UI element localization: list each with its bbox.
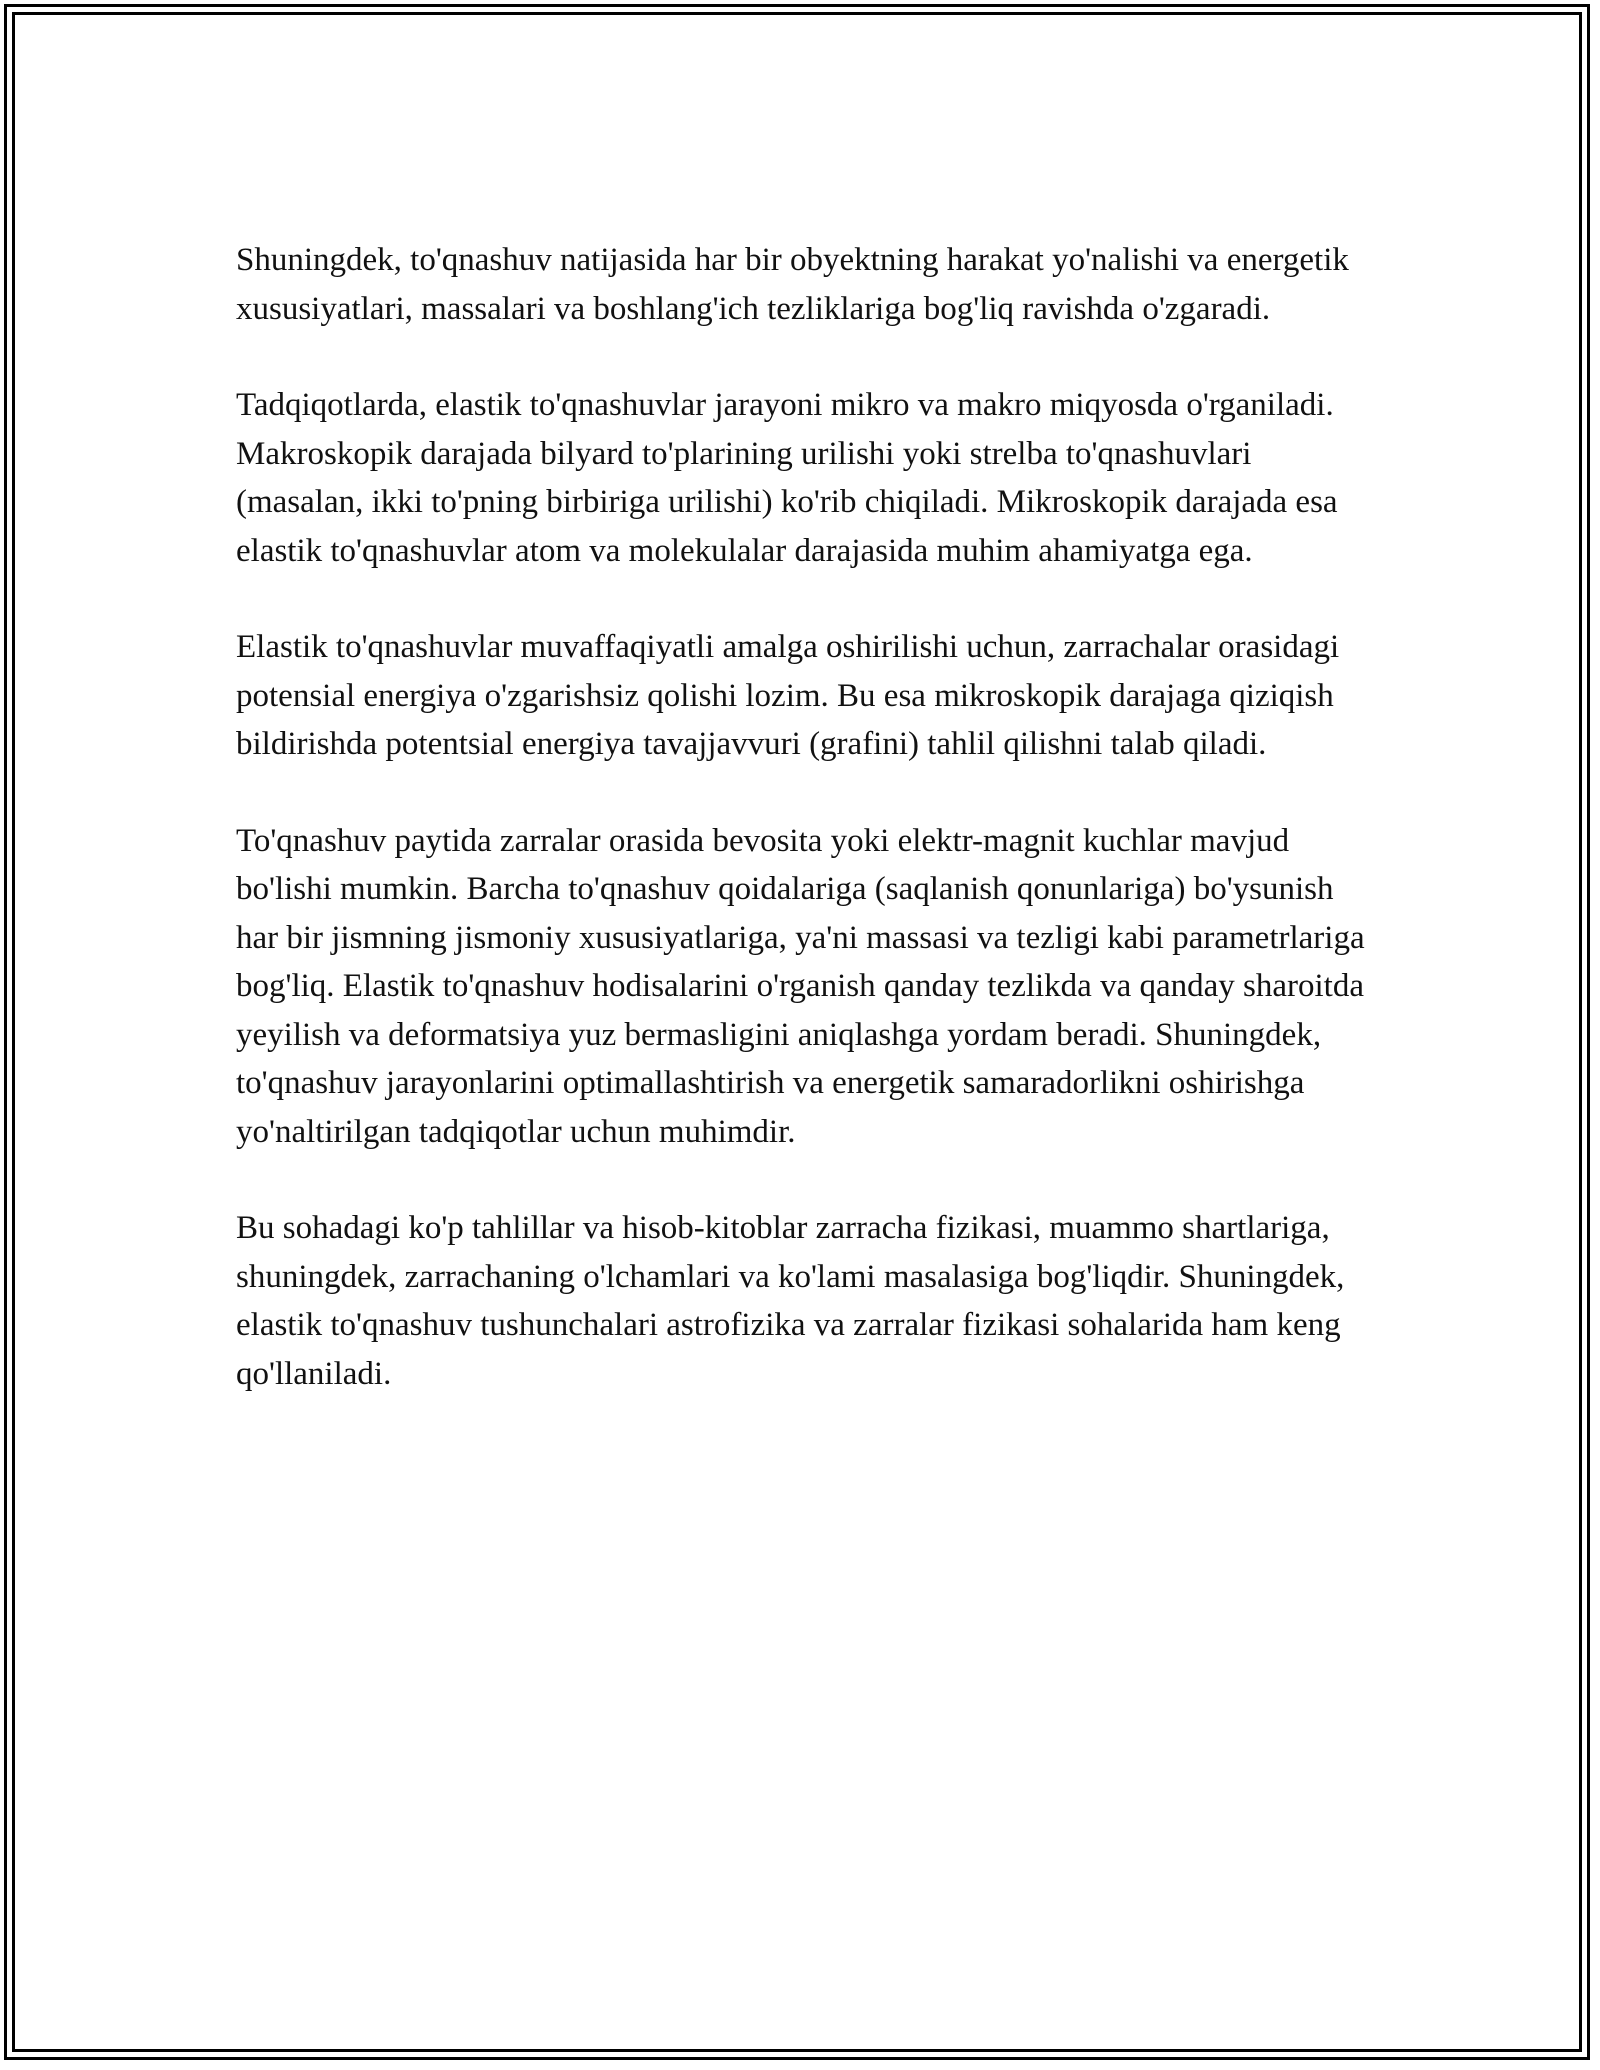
paragraph-3: Elastik to'qnashuvlar muvaffaqiyatli amalga oshirilishi uchun, zarrachalar orasidagi potensial energiya o'zgarishsiz qolishi lozim. Bu esa mikroskopik darajaga qiziqish bildirishda potentsial energiya tavajjavvuri (grafini) tahlil qilishni talab qiladi. [236, 629, 1340, 762]
paragraph-1: Shuningdek, to'qnashuv natijasida har bir obyektning harakat yo'nalishi va energetik xususiyatlari, massalari va boshlang'ich tezliklariga bog'liq ravishda o'zgaradi. [236, 242, 1349, 327]
paragraph-4: To'qnashuv paytida zarralar orasida bevosita yoki elektr-magnit kuchlar mavjud bo'lishi mumkin. Barcha to'qnashuv qoidalariga (saqlanish qonunlariga) bo'ysunish har bir jismning jismoniy xususiyatlariga, ya'ni massasi va tezligi kabi parametrlariga bog'liq. Elastik to'qnashuv hodisalarini o'rganish qanday tezlikda va qanday sharoitda yeyilish va deformatsiya yuz bermasligini aniqlashga yordam beradi. Shuningdek, to'qnashuv jarayonlarini optimallashtirish va energetik samaradorlikni oshirishga yo'naltirilgan tadqiqotlar uchun muhimdir. [236, 822, 1365, 1150]
paragraph-5: Bu sohadagi ko'p tahlillar va hisob-kitoblar zarracha fizikasi, muammo shartlariga, shuningdek, zarrachaning o'lchamlari va ko'lami masalasiga bog'liqdir. Shuningdek, elastik to'qnashuv tushunchalari astrofizika va zarralar fizikasi sohalarida ham keng qo'llaniladi. [236, 1210, 1345, 1392]
paragraph-2: Tadqiqotlarda, elastik to'qnashuvlar jarayoni mikro va makro miqyosda o'rganiladi. Makroskopik darajada bilyard to'plarining urilishi yoki strelba to'qnashuvlari (masalan, ikki to'pning birbiriga urilishi) ko'rib chiqiladi. Mikroskopik darajada esa elastik to'qnashuvlar atom va molekulalar darajasida muhim ahamiyatga ega. [236, 387, 1338, 569]
document-body [236, 236, 1366, 1446]
